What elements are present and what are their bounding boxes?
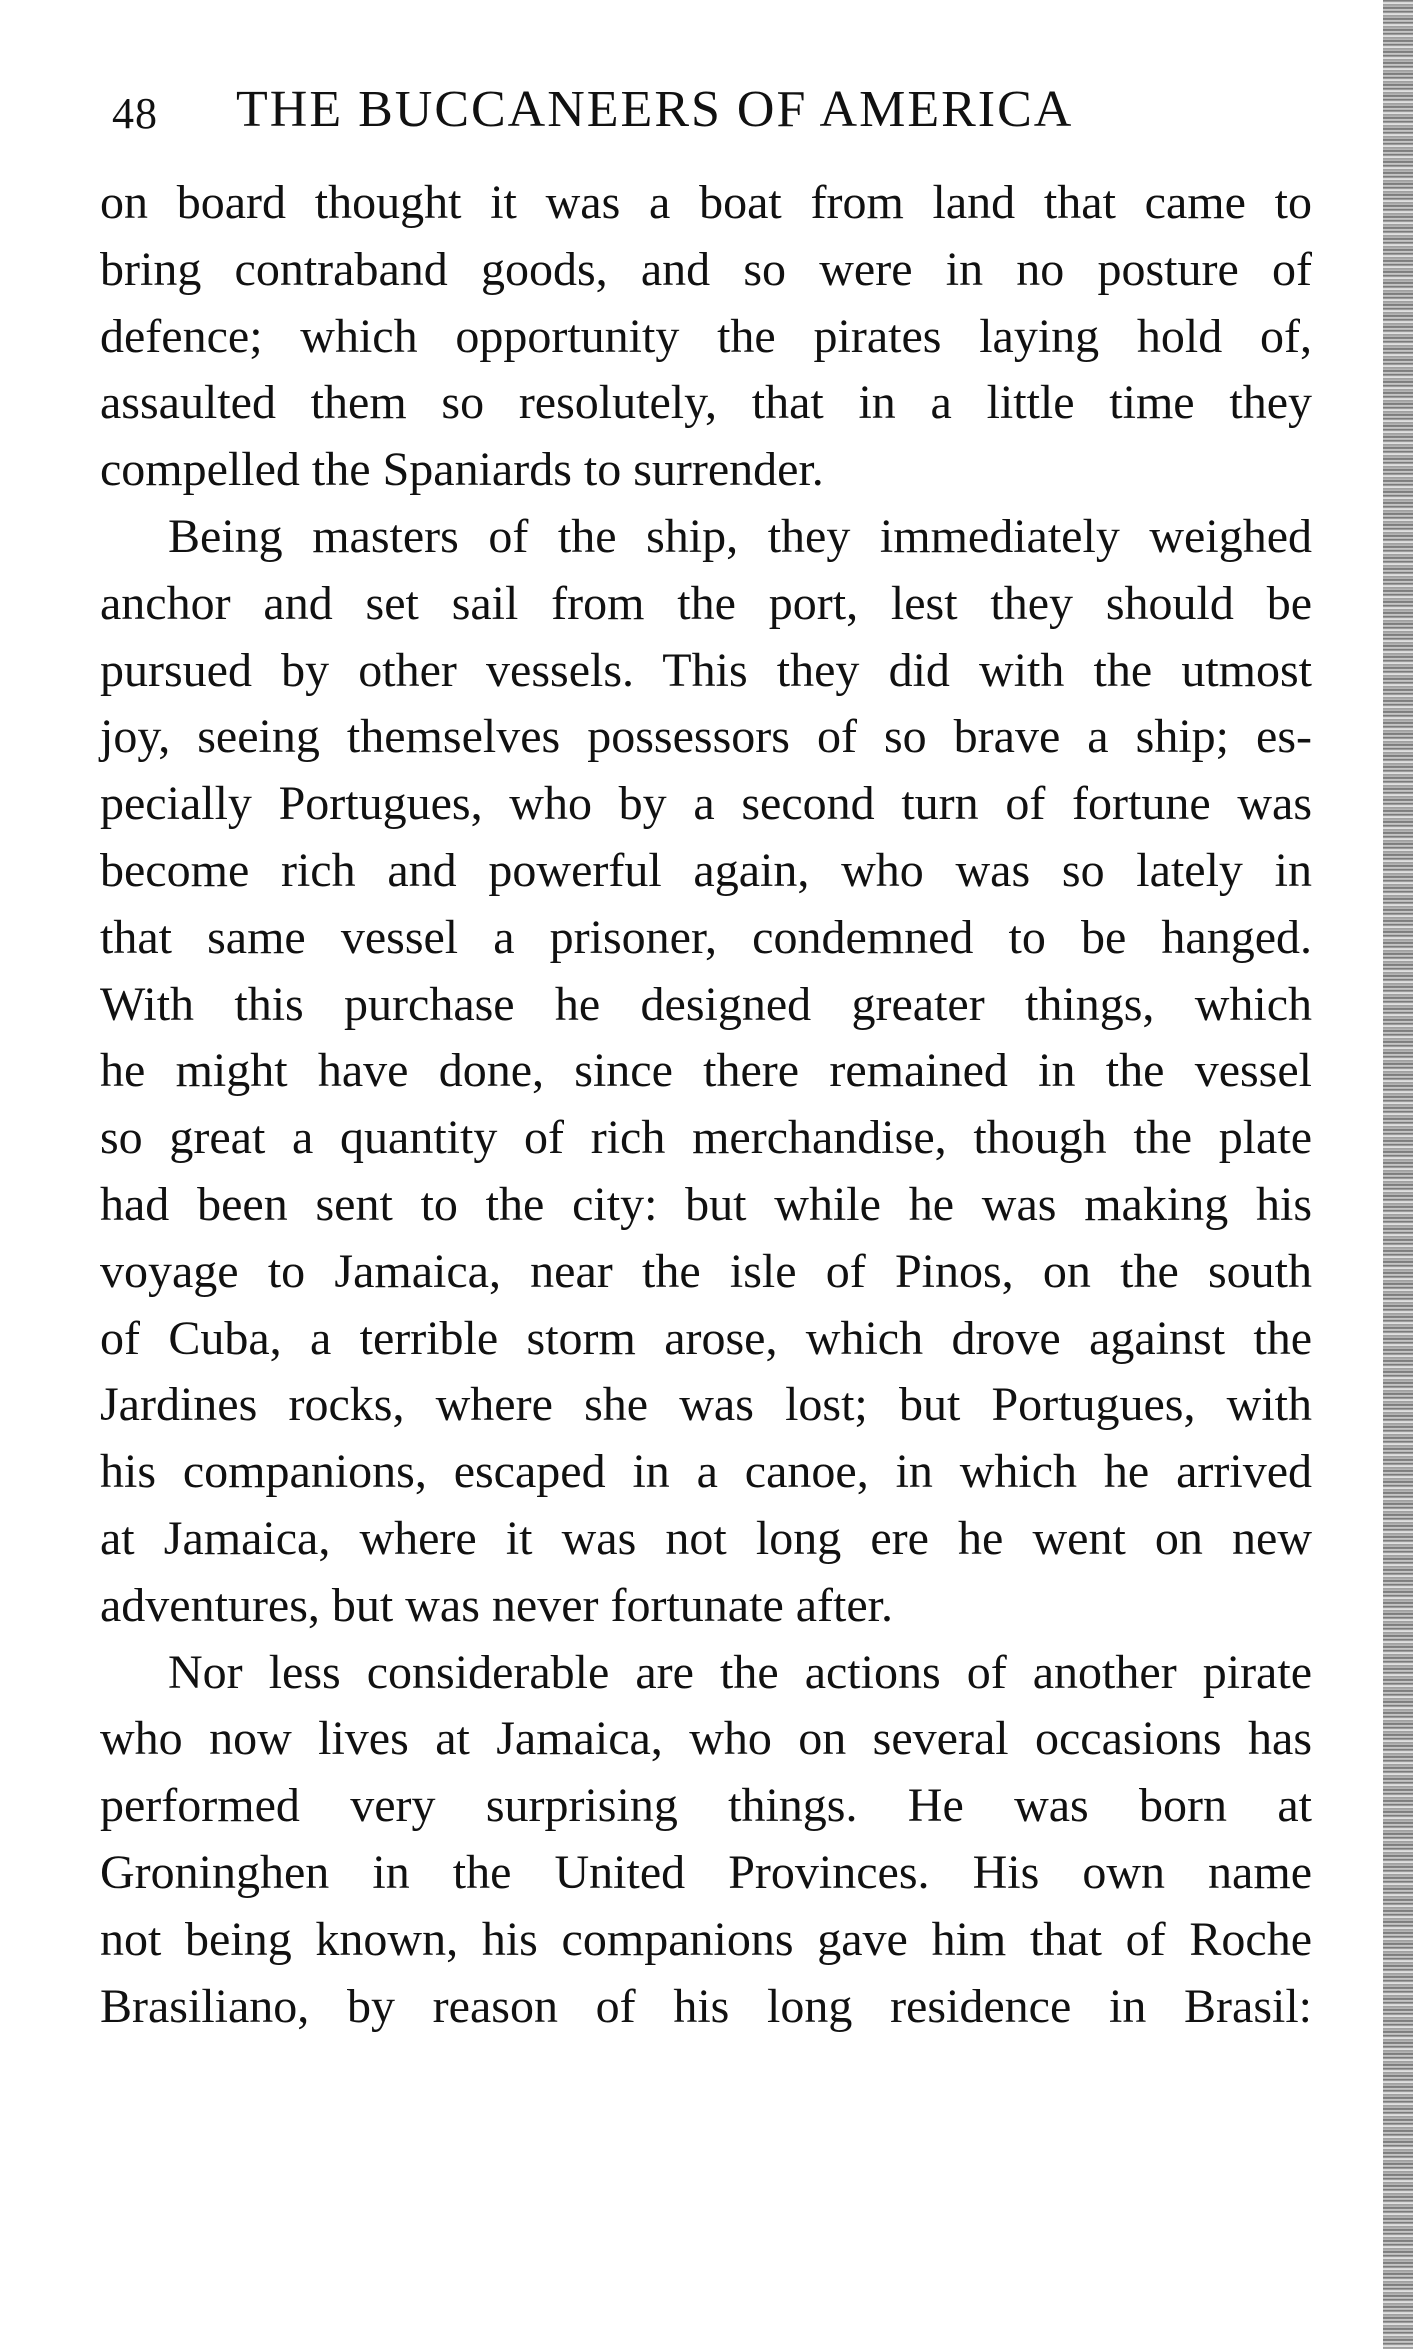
text-line: his companions, escaped in a canoe, in which he arrived [100, 1445, 1312, 1499]
text-line: had been sent to the city: but while he was making his [100, 1177, 1312, 1231]
text-line: so great a quantity of rich merchandise, though the plate [100, 1111, 1312, 1165]
running-head: THE BUCCANEERS OF AMERICA [236, 81, 1074, 138]
page-header [112, 80, 1272, 150]
page-number: 48 [112, 89, 158, 138]
text-line: not being known, his companions gave him that of Roche [100, 1912, 1312, 1966]
paragraph-2 [100, 504, 1312, 1640]
text-line: he might have done, since there remained in the vessel [100, 1044, 1312, 1098]
text-line: compelled the Spaniards to surrender. [100, 443, 824, 497]
text-line: With this purchase he designed greater things, which [100, 977, 1312, 1031]
text-line: adventures, but was never fortunate after. [100, 1578, 894, 1632]
text-line: performed very surprising things. He was born at [100, 1779, 1312, 1833]
text-line: bring contraband goods, and so were in no posture of [100, 242, 1312, 296]
text-line: become rich and powerful again, who was so lately in [100, 843, 1312, 897]
text-line: voyage to Jamaica, near the isle of Pinos, on the south [100, 1244, 1312, 1298]
text-line: assaulted them so resolutely, that in a little time they [100, 376, 1312, 430]
text-line: Brasiliano, by reason of his long residence in Brasil: [100, 1979, 1312, 2033]
text-line: Groninghen in the United Provinces. His own name [100, 1845, 1312, 1899]
text-line: that same vessel a prisoner, condemned to be hanged. [100, 910, 1312, 964]
text-line: at Jamaica, where it was not long ere he went on new [100, 1511, 1312, 1565]
text-line: Jardines rocks, where she was lost; but Portugues, with [100, 1378, 1312, 1432]
paragraph-3 [100, 1640, 1312, 2041]
text-line: defence; which opportunity the pirates laying hold of, [100, 309, 1312, 363]
page-edge-texture [1383, 0, 1413, 2349]
text-line: Nor less considerable are the actions of another pirate [168, 1645, 1312, 1699]
text-line: pursued by other vessels. This they did with the utmost [100, 643, 1312, 697]
paragraph-1 [100, 170, 1312, 504]
body-text [100, 170, 1312, 2040]
text-line: Being masters of the ship, they immediately weighed [168, 509, 1312, 563]
text-line: joy, seeing themselves possessors of so brave a ship; es- [100, 710, 1312, 764]
text-line: pecially Portugues, who by a second turn of fortune was [100, 777, 1312, 831]
text-line: who now lives at Jamaica, who on several occasions has [100, 1712, 1312, 1766]
text-line: of Cuba, a terrible storm arose, which drove against the [100, 1311, 1312, 1365]
text-line: on board thought it was a boat from land that came to [100, 176, 1312, 229]
text-line: anchor and set sail from the port, lest they should be [100, 576, 1312, 630]
